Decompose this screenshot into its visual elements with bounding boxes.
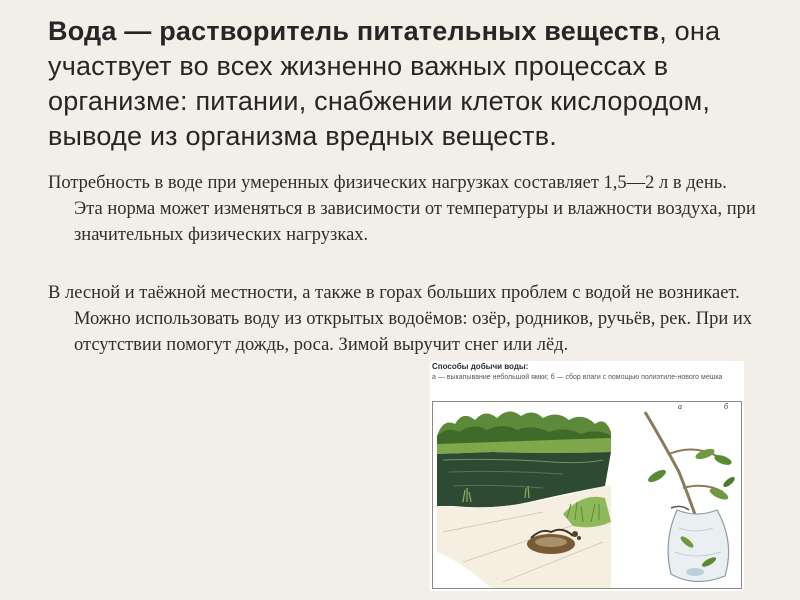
figure-title: Способы добычи воды:: [432, 362, 529, 371]
page-heading: [48, 14, 768, 154]
figure-frame: [432, 401, 742, 589]
lake-scene-illustration: [437, 411, 611, 589]
water-methods-figure: [430, 361, 744, 591]
plastic-bag-illustration: [645, 412, 736, 582]
figure-caption: а — выкапывание небольшой ямки; б — сбор влаги с помощью полиэтиле-нового мешка: [432, 374, 723, 381]
figure-illustration: [433, 402, 742, 589]
heading-rest: , она участвует во всех жизненно важных процессах в организме: питании, снабжении клеток кислородом, выводе из организма вредных веществ.: [48, 16, 721, 151]
heading-bold: Вода — растворитель питательных веществ: [48, 16, 660, 46]
paragraph-water-sources: В лесной и таёжной местности, а также в горах больших проблем с водой не возникает. Можно использовать воду из открытых водоёмов: озёр, родников, ручьёв, рек. При их отсутствии помогут дождь, роса. Зимой выручит снег или лёд.: [48, 283, 753, 355]
figure-label-a: а: [678, 402, 682, 411]
figure-label-b: б: [724, 402, 729, 411]
paragraph-water-norm: Потребность в воде при умеренных физических нагрузках составляет 1,5—2 л в день. Эта норма может изменяться в зависимости от температуры и влажности воздуха, при значительных физических нагрузках.: [48, 173, 756, 245]
